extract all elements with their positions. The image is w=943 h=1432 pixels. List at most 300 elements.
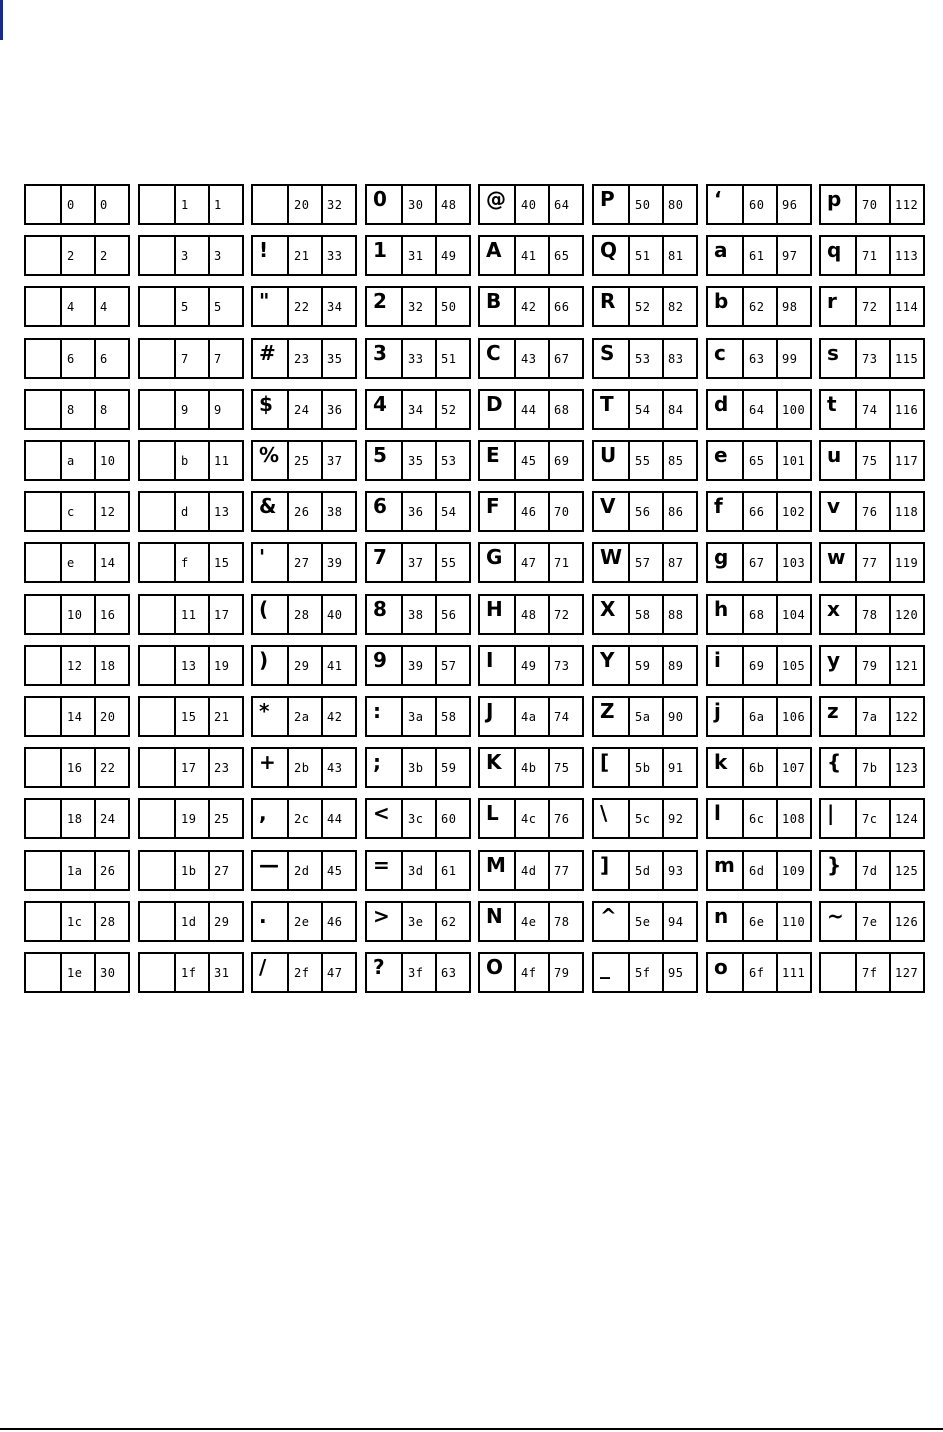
cell-hex-code: 19	[176, 800, 210, 837]
cell-hex-code: 5d	[630, 852, 664, 889]
cell-hex-code: 1e	[62, 954, 96, 991]
cell-decimal-code: 89	[668, 658, 684, 673]
cell-glyph: 3	[367, 340, 403, 377]
code-cell	[819, 542, 925, 583]
cell-decimal-code: 45	[327, 863, 343, 878]
code-cell	[251, 952, 357, 993]
cell-hex-code: 6a	[744, 698, 778, 735]
cell-glyph: i	[708, 647, 744, 684]
cell-glyph: (	[253, 596, 289, 633]
cell-hex-code: 3b	[403, 749, 437, 786]
code-cell	[706, 389, 812, 430]
code-cell	[365, 952, 471, 993]
cell-glyph: 6	[367, 493, 403, 530]
cell-decimal-code: 68	[554, 402, 570, 417]
code-cell	[365, 798, 471, 839]
cell-decimal-code: 91	[668, 760, 684, 775]
code-cell	[24, 184, 130, 225]
cell-hex-code: 15	[176, 698, 210, 735]
cell-decimal-code: 99	[782, 351, 798, 366]
cell-glyph: *	[253, 698, 289, 735]
cell-glyph: Q	[594, 237, 630, 274]
cell-glyph	[140, 340, 176, 377]
cell-decimal-code: 118	[895, 504, 919, 519]
cell-glyph: ?	[367, 954, 403, 991]
cell-hex-code: 62	[744, 288, 778, 325]
cell-decimal-code: 98	[782, 299, 798, 314]
code-cell	[819, 491, 925, 532]
cell-decimal-code: 111	[782, 965, 806, 980]
cell-glyph: T	[594, 391, 630, 428]
cell-hex-code: 2d	[289, 852, 323, 889]
cell-glyph: w	[821, 544, 857, 581]
cell-hex-code: 70	[857, 186, 891, 223]
cell-hex-code: 2b	[289, 749, 323, 786]
cell-glyph: C	[480, 340, 516, 377]
cell-decimal-code: 39	[327, 555, 343, 570]
cell-glyph: %	[253, 442, 289, 479]
cell-decimal-code: 12	[100, 504, 116, 519]
code-cell	[592, 952, 698, 993]
cell-decimal-code: 13	[214, 504, 230, 519]
cell-decimal-code: 112	[895, 197, 919, 212]
cell-decimal-code: 110	[782, 914, 806, 929]
cell-decimal-code: 107	[782, 760, 806, 775]
cell-hex-code: 5f	[630, 954, 664, 991]
cell-glyph	[26, 391, 62, 428]
cell-hex-code: 1c	[62, 903, 96, 940]
cell-hex-code: 3f	[403, 954, 437, 991]
cell-glyph	[140, 800, 176, 837]
code-cell	[365, 542, 471, 583]
cell-hex-code: 38	[403, 596, 437, 633]
cell-decimal-code: 77	[554, 863, 570, 878]
cell-glyph: F	[480, 493, 516, 530]
code-cell	[706, 952, 812, 993]
cell-glyph: 7	[367, 544, 403, 581]
cell-glyph: L	[480, 800, 516, 837]
cell-decimal-code: 66	[554, 299, 570, 314]
table-row	[24, 850, 928, 891]
code-cell	[24, 389, 130, 430]
cell-decimal-code: 108	[782, 811, 806, 826]
cell-glyph: 4	[367, 391, 403, 428]
cell-glyph	[140, 698, 176, 735]
code-cell	[24, 491, 130, 532]
cell-hex-code: 3e	[403, 903, 437, 940]
cell-glyph: p	[821, 186, 857, 223]
code-cell	[592, 696, 698, 737]
code-cell	[478, 338, 584, 379]
cell-decimal-code: 28	[100, 914, 116, 929]
cell-glyph: >	[367, 903, 403, 940]
cell-glyph: G	[480, 544, 516, 581]
cell-hex-code: 43	[516, 340, 550, 377]
code-cell	[365, 338, 471, 379]
cell-hex-code: 23	[289, 340, 323, 377]
cell-decimal-code: 18	[100, 658, 116, 673]
cell-glyph	[26, 647, 62, 684]
cell-decimal-code: 127	[895, 965, 919, 980]
cell-decimal-code: 11	[214, 453, 230, 468]
table-row	[24, 491, 928, 532]
code-cell	[138, 594, 244, 635]
cell-glyph: _	[594, 954, 630, 991]
cell-glyph: /	[253, 954, 289, 991]
code-cell	[478, 286, 584, 327]
cell-glyph: \	[594, 800, 630, 837]
cell-glyph: D	[480, 391, 516, 428]
cell-hex-code: 1	[176, 186, 210, 223]
cell-decimal-code: 70	[554, 504, 570, 519]
code-cell	[251, 184, 357, 225]
code-cell	[365, 286, 471, 327]
cell-hex-code: 2a	[289, 698, 323, 735]
code-cell	[819, 184, 925, 225]
cell-decimal-code: 26	[100, 863, 116, 878]
cell-glyph: k	[708, 749, 744, 786]
code-cell	[706, 798, 812, 839]
code-cell	[478, 747, 584, 788]
cell-glyph: H	[480, 596, 516, 633]
cell-glyph	[26, 749, 62, 786]
cell-glyph: r	[821, 288, 857, 325]
cell-decimal-code: 53	[441, 453, 457, 468]
code-cell	[365, 235, 471, 276]
code-cell	[478, 696, 584, 737]
code-cell	[24, 850, 130, 891]
cell-hex-code: b	[176, 442, 210, 479]
cell-glyph	[26, 903, 62, 940]
code-cell	[251, 901, 357, 942]
cell-glyph: I	[480, 647, 516, 684]
cell-decimal-code: 116	[895, 402, 919, 417]
cell-hex-code: 5a	[630, 698, 664, 735]
code-cell	[138, 747, 244, 788]
cell-glyph: +	[253, 749, 289, 786]
code-cell	[592, 184, 698, 225]
cell-glyph: [	[594, 749, 630, 786]
cell-decimal-code: 23	[214, 760, 230, 775]
code-cell	[24, 901, 130, 942]
cell-glyph	[26, 852, 62, 889]
code-cell	[138, 491, 244, 532]
cell-glyph	[140, 749, 176, 786]
cell-hex-code: 1d	[176, 903, 210, 940]
cell-decimal-code: 90	[668, 709, 684, 724]
code-cell	[592, 798, 698, 839]
cell-hex-code: 41	[516, 237, 550, 274]
cell-hex-code: 4a	[516, 698, 550, 735]
cell-decimal-code: 76	[554, 811, 570, 826]
cell-decimal-code: 58	[441, 709, 457, 724]
cell-hex-code: 2e	[289, 903, 323, 940]
code-cell	[478, 235, 584, 276]
cell-decimal-code: 85	[668, 453, 684, 468]
cell-hex-code: a	[62, 442, 96, 479]
cell-decimal-code: 17	[214, 607, 230, 622]
table-row	[24, 594, 928, 635]
cell-glyph: —	[253, 852, 289, 889]
cell-decimal-code: 126	[895, 914, 919, 929]
cell-decimal-code: 72	[554, 607, 570, 622]
cell-glyph	[26, 237, 62, 274]
cell-decimal-code: 80	[668, 197, 684, 212]
code-cell	[365, 491, 471, 532]
code-cell	[819, 696, 925, 737]
cell-decimal-code: 122	[895, 709, 919, 724]
cell-hex-code: 21	[289, 237, 323, 274]
code-cell	[478, 901, 584, 942]
cell-glyph: W	[594, 544, 630, 581]
cell-glyph: :	[367, 698, 403, 735]
cell-glyph: v	[821, 493, 857, 530]
code-cell	[706, 696, 812, 737]
cell-hex-code: 4	[62, 288, 96, 325]
cell-glyph: ,	[253, 800, 289, 837]
code-cell	[478, 389, 584, 430]
cell-hex-code: 61	[744, 237, 778, 274]
cell-hex-code: 33	[403, 340, 437, 377]
cell-decimal-code: 119	[895, 555, 919, 570]
cell-hex-code: 74	[857, 391, 891, 428]
cell-decimal-code: 69	[554, 453, 570, 468]
cell-glyph	[140, 647, 176, 684]
code-cell	[706, 542, 812, 583]
code-cell	[24, 645, 130, 686]
cell-hex-code: 1a	[62, 852, 96, 889]
cell-glyph	[140, 954, 176, 991]
cell-hex-code: 58	[630, 596, 664, 633]
cell-hex-code: 57	[630, 544, 664, 581]
cell-hex-code: 11	[176, 596, 210, 633]
cell-decimal-code: 1	[214, 197, 222, 212]
cell-glyph	[140, 442, 176, 479]
cell-decimal-code: 125	[895, 863, 919, 878]
cell-hex-code: 31	[403, 237, 437, 274]
cell-decimal-code: 57	[441, 658, 457, 673]
cell-hex-code: 3d	[403, 852, 437, 889]
cell-glyph: 2	[367, 288, 403, 325]
cell-decimal-code: 61	[441, 863, 457, 878]
cell-glyph	[140, 596, 176, 633]
cell-hex-code: 6c	[744, 800, 778, 837]
cell-decimal-code: 84	[668, 402, 684, 417]
cell-glyph: Y	[594, 647, 630, 684]
code-cell	[365, 389, 471, 430]
cell-glyph: ‘	[708, 186, 744, 223]
cell-glyph: "	[253, 288, 289, 325]
cell-hex-code: 39	[403, 647, 437, 684]
cell-hex-code: 72	[857, 288, 891, 325]
cell-hex-code: 71	[857, 237, 891, 274]
cell-glyph	[26, 442, 62, 479]
cell-glyph: |	[821, 800, 857, 837]
cell-decimal-code: 35	[327, 351, 343, 366]
cell-hex-code: 55	[630, 442, 664, 479]
cell-hex-code: e	[62, 544, 96, 581]
cell-decimal-code: 71	[554, 555, 570, 570]
cell-glyph	[26, 596, 62, 633]
cell-decimal-code: 47	[327, 965, 343, 980]
cell-glyph: O	[480, 954, 516, 991]
cell-glyph: a	[708, 237, 744, 274]
cell-hex-code: 3	[176, 237, 210, 274]
code-cell	[592, 645, 698, 686]
code-cell	[819, 798, 925, 839]
table-row	[24, 747, 928, 788]
cell-hex-code: 77	[857, 544, 891, 581]
cell-decimal-code: 37	[327, 453, 343, 468]
code-cell	[138, 645, 244, 686]
cell-decimal-code: 4	[100, 299, 108, 314]
cell-decimal-code: 97	[782, 248, 798, 263]
cell-hex-code: 22	[289, 288, 323, 325]
cell-hex-code: 35	[403, 442, 437, 479]
cell-decimal-code: 25	[214, 811, 230, 826]
cell-hex-code: 1b	[176, 852, 210, 889]
code-cell	[706, 440, 812, 481]
cell-glyph	[253, 186, 289, 223]
cell-hex-code: 75	[857, 442, 891, 479]
cell-decimal-code: 16	[100, 607, 116, 622]
cell-glyph: A	[480, 237, 516, 274]
cell-glyph: g	[708, 544, 744, 581]
cell-hex-code: 73	[857, 340, 891, 377]
cell-hex-code: 51	[630, 237, 664, 274]
cell-glyph	[140, 544, 176, 581]
cell-decimal-code: 62	[441, 914, 457, 929]
cell-glyph: t	[821, 391, 857, 428]
cell-decimal-code: 115	[895, 351, 919, 366]
cell-decimal-code: 22	[100, 760, 116, 775]
cell-hex-code: 9	[176, 391, 210, 428]
code-cell	[478, 440, 584, 481]
code-cell	[706, 235, 812, 276]
code-cell	[478, 952, 584, 993]
code-cell	[819, 286, 925, 327]
cell-decimal-code: 31	[214, 965, 230, 980]
code-cell	[592, 338, 698, 379]
cell-hex-code: 7e	[857, 903, 891, 940]
cell-glyph	[26, 698, 62, 735]
cell-hex-code: 48	[516, 596, 550, 633]
cell-glyph: P	[594, 186, 630, 223]
cell-hex-code: 65	[744, 442, 778, 479]
cell-decimal-code: 124	[895, 811, 919, 826]
cell-glyph: 8	[367, 596, 403, 633]
cell-decimal-code: 92	[668, 811, 684, 826]
code-cell	[24, 594, 130, 635]
code-cell	[365, 184, 471, 225]
table-row	[24, 645, 928, 686]
code-cell	[592, 901, 698, 942]
code-cell	[365, 747, 471, 788]
cell-decimal-code: 65	[554, 248, 570, 263]
code-cell	[819, 440, 925, 481]
cell-decimal-code: 102	[782, 504, 806, 519]
cell-decimal-code: 87	[668, 555, 684, 570]
code-cell	[24, 952, 130, 993]
cell-glyph	[26, 493, 62, 530]
code-cell	[478, 542, 584, 583]
cell-glyph: ]	[594, 852, 630, 889]
cell-hex-code: 32	[403, 288, 437, 325]
cell-glyph: S	[594, 340, 630, 377]
cell-glyph: {	[821, 749, 857, 786]
cell-glyph: s	[821, 340, 857, 377]
cell-hex-code: 52	[630, 288, 664, 325]
cell-decimal-code: 121	[895, 658, 919, 673]
cell-hex-code: 50	[630, 186, 664, 223]
table-row	[24, 798, 928, 839]
cell-decimal-code: 7	[214, 351, 222, 366]
cell-hex-code: 5e	[630, 903, 664, 940]
cell-decimal-code: 29	[214, 914, 230, 929]
code-cell	[138, 389, 244, 430]
code-cell	[251, 850, 357, 891]
cell-decimal-code: 6	[100, 351, 108, 366]
cell-glyph: !	[253, 237, 289, 274]
cell-decimal-code: 0	[100, 197, 108, 212]
cell-decimal-code: 55	[441, 555, 457, 570]
cell-decimal-code: 94	[668, 914, 684, 929]
code-cell	[251, 645, 357, 686]
table-row	[24, 952, 928, 993]
cell-hex-code: 16	[62, 749, 96, 786]
cell-glyph: u	[821, 442, 857, 479]
cell-decimal-code: 40	[327, 607, 343, 622]
cell-glyph: $	[253, 391, 289, 428]
code-cell	[592, 542, 698, 583]
cell-hex-code: 6b	[744, 749, 778, 786]
table-row	[24, 901, 928, 942]
code-cell	[138, 440, 244, 481]
cell-decimal-code: 5	[214, 299, 222, 314]
cell-glyph: J	[480, 698, 516, 735]
cell-decimal-code: 109	[782, 863, 806, 878]
cell-glyph: l	[708, 800, 744, 837]
code-cell	[24, 542, 130, 583]
cell-hex-code: 66	[744, 493, 778, 530]
cell-glyph: K	[480, 749, 516, 786]
code-cell	[706, 594, 812, 635]
cell-glyph	[26, 800, 62, 837]
code-cell	[478, 491, 584, 532]
code-cell	[365, 696, 471, 737]
cell-decimal-code: 123	[895, 760, 919, 775]
code-cell	[138, 184, 244, 225]
code-cell	[251, 542, 357, 583]
cell-glyph: B	[480, 288, 516, 325]
cell-decimal-code: 51	[441, 351, 457, 366]
code-cell	[478, 594, 584, 635]
cell-decimal-code: 24	[100, 811, 116, 826]
code-cell	[819, 338, 925, 379]
cell-hex-code: 13	[176, 647, 210, 684]
cell-glyph: '	[253, 544, 289, 581]
code-cell	[251, 594, 357, 635]
cell-glyph: x	[821, 596, 857, 633]
cell-hex-code: 63	[744, 340, 778, 377]
code-cell	[706, 747, 812, 788]
code-cell	[251, 235, 357, 276]
code-cell	[365, 594, 471, 635]
cell-glyph: 5	[367, 442, 403, 479]
cell-glyph	[821, 954, 857, 991]
cell-glyph	[140, 493, 176, 530]
cell-decimal-code: 15	[214, 555, 230, 570]
